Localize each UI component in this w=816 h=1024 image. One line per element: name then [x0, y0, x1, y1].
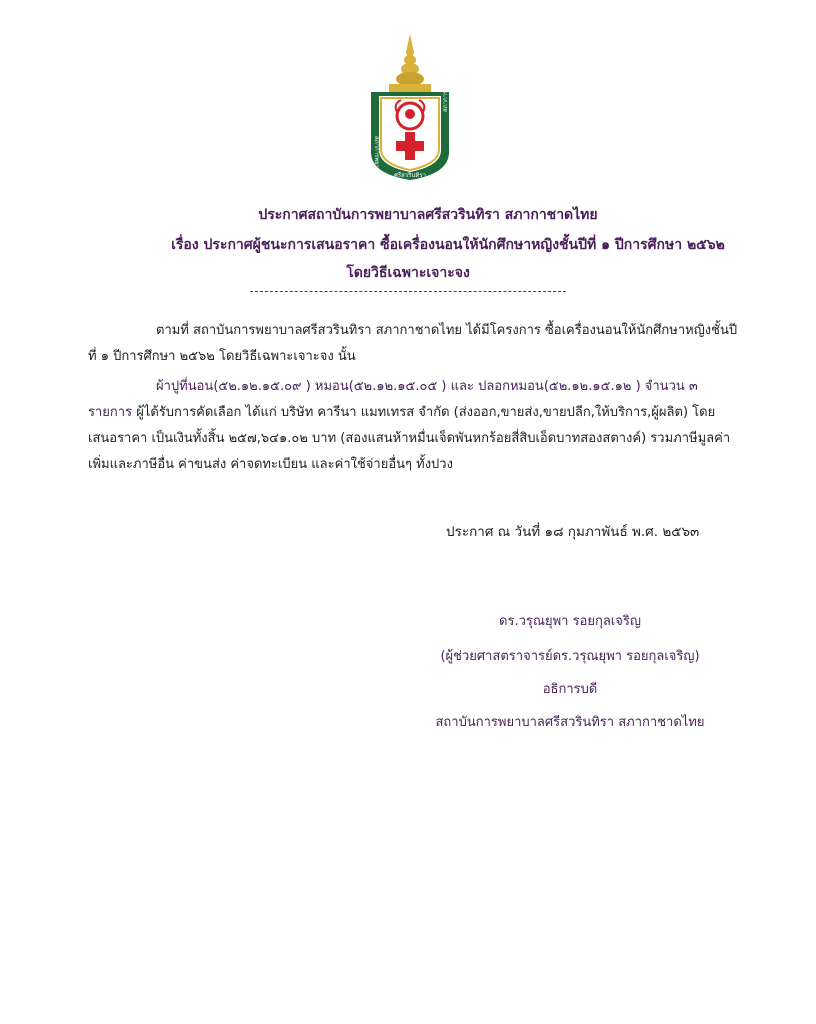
logo-arc-left: สภาการพยาบาล: [373, 136, 380, 179]
institution-logo: [365, 34, 455, 180]
announcement-subject: [40, 234, 816, 256]
signatory-position: อธิการบดี: [542, 682, 598, 697]
logo-arc-bottom: ศรีสวรินทิรา: [394, 172, 426, 179]
paragraph-project: ตามที่ สถาบันการพยาบาลศรีสวรินทิรา สภากาชาดไทย ได้มีโครงการ ซื้อเครื่องนอนให้นักศึกษาหญิงชั้นปีที่ ๑ ปีการศึกษา ๒๕๖๒ โดยวิธีเฉพาะเจาะจง นั้น: [88, 323, 738, 364]
signatory-full-title: (ผู้ช่วยศาสตราจารย์ดร.วรุณยุพา รอยกุลเจริญ): [440, 649, 700, 664]
announcement-date: ประกาศ ณ วันที่ ๑๘ กุมภาพันธ์ พ.ศ. ๒๕๖๓: [446, 524, 700, 540]
emblem-icon: [365, 34, 455, 180]
announcement-title: ประกาศสถาบันการพยาบาลศรีสวรินทิรา สภากาชาดไทย: [258, 207, 598, 223]
paragraph-winner: [88, 374, 738, 478]
procurement-method: โดยวิธีเฉพาะเจาะจง: [346, 265, 470, 281]
winner-details: ผู้ได้รับการคัดเลือก ได้แก่ บริษัท คารีนา แมทเทรส จำกัด (ส่งออก,ขายส่ง,ขายปลีก,ให้บริการ,ผู้ผลิต) โดยเสนอราคา เป็นเงินทั้งสิ้น ๒๕๗,๖๔๑.๐๒ บาท (สองแสนห้าหมื่นเจ็ดพันหกร้อยสี่สิบเอ็ดบาทสองสตางค์) รวมภาษีมูลค่าเพิ่มและภาษีอื่น ค่าขนส่ง ค่าจดทะเบียน และค่าใช้จ่ายอื่นๆ ทั้งปวง: [88, 405, 731, 472]
subject-detail: ซื้อเครื่องนอนให้นักศึกษาหญิงชั้นปีที่ ๑ ปีการศึกษา ๒๕๖๒: [380, 237, 725, 253]
logo-arc-right: สภาการพยาบาล: [442, 69, 449, 112]
signatory-name: ดร.วรุณยุพา รอยกุลเจริญ: [499, 614, 641, 629]
separator-line: [250, 291, 566, 292]
items-list: ผ้าปูที่นอน(๕๒.๑๒.๑๕.๐๙ ) หมอน(๕๒.๑๒.๑๕.๐๕ ) และ ปลอกหมอน(๕๒.๑๒.๑๕.๑๒ ) จำนวน ๓ รายการ: [88, 379, 698, 420]
signatory-organization: สถาบันการพยาบาลศรีสวรินทิรา สภากาชาดไทย: [435, 715, 705, 730]
subject-prefix: เรื่อง ประกาศผู้ชนะการเสนอราคา: [171, 237, 376, 253]
